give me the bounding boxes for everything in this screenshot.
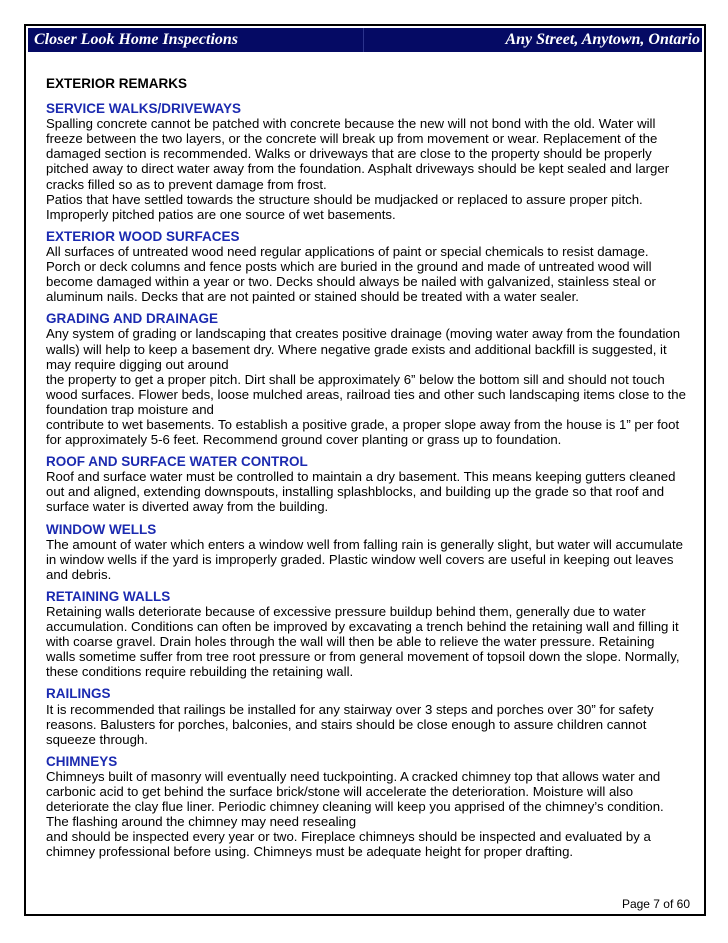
section-body: Any system of grading or landscaping that creates positive drainage (moving water away from the foundation walls) will help to keep a basement dry. Where negative grade exists and additional backfill is suggested, it may require digging out around the property to get a proper pitch. Dirt shall be approximately 6” below the bottom sill and should not touch wood surfaces. Flower beds, loose mulched areas, railroad ties and other such landscaping items close to the foundation trap moisture and contribute to wet basements. To establish a positive grade, a proper slope away from the house is 1” per foot for approximately 5-6 feet. Recommend ground cover planting or grass up to foundation. — [46, 326, 686, 448]
section-grading-drainage — [46, 311, 686, 447]
section-exterior-wood — [46, 229, 686, 304]
section-heading: RETAINING WALLS — [46, 588, 171, 604]
page-frame — [24, 24, 706, 916]
section-window-wells — [46, 522, 686, 582]
section-heading: EXTERIOR WOOD SURFACES — [46, 228, 240, 244]
section-retaining-walls — [46, 589, 686, 680]
section-body: The amount of water which enters a window well from falling rain is generally slight, but water will accumulate in window wells if the yard is improperly graded. Plastic window well covers are useful in keeping out leaves and debris. — [46, 536, 683, 582]
page-number: Page 7 of 60 — [621, 897, 690, 911]
section-heading: WINDOW WELLS — [46, 521, 157, 537]
section-body: Retaining walls deteriorate because of excessive pressure buildup behind them, generally due to water accumulation. Conditions can often be improved by excavating a trench behind the retaining wall and filling it with coarse gravel. Drain holes through the wall will then be able to relieve the water pressure. Retaining walls sometime suffer from tree root pressure or from general movement of topsoil down the slope. Normally, these conditions require rebuilding the retaining wall. — [46, 604, 680, 680]
document-title: EXTERIOR REMARKS — [46, 76, 188, 91]
section-body: Chimneys built of masonry will eventually need tuckpointing. A cracked chimney top that allows water and carbonic acid to get behind the surface brick/stone will accelerate the deterioration. Moisture will also deteriorate the clay flue liner. Periodic chimney cleaning will keep you apprised of the chimney’s condition. The flashing around the chimney may need resealing and should be inspected every year or two. Fireplace chimneys should be inspected and evaluated by a chimney professional before using. Chimneys must be adequate height for proper drafting. — [46, 768, 664, 860]
section-heading: GRADING AND DRAINAGE — [46, 311, 218, 327]
section-body: All surfaces of untreated wood need regular applications of paint or special chemicals to resist damage. Porch or deck columns and fence posts which are buried in the ground and made of untreated wood will become damaged within a year or two. Decks should always be nailed with galvanized, stainless steal or aluminum nails. Decks that are not painted or stained should be treated with a water sealer. — [46, 243, 656, 305]
company-name: Closer Look Home Inspections — [28, 28, 364, 52]
section-railings — [46, 686, 686, 746]
section-roof-water — [46, 454, 686, 514]
section-service-walks — [46, 101, 686, 222]
section-heading: ROOF AND SURFACE WATER CONTROL — [46, 454, 308, 470]
section-body: Roof and surface water must be controlled to maintain a dry basement. This means keeping gutters cleaned out and aligned, extending downspouts, installing splashblocks, and building up the grade so that roof and surface water is diverted away from the building. — [46, 469, 676, 515]
section-heading: SERVICE WALKS/DRIVEWAYS — [46, 101, 242, 117]
section-chimneys — [46, 754, 686, 860]
header-banner — [28, 28, 702, 52]
company-address: Any Street, Anytown, Ontario — [505, 31, 700, 48]
section-heading: CHIMNEYS — [46, 753, 118, 769]
document-body — [46, 76, 686, 867]
section-body: Spalling concrete cannot be patched with concrete because the new will not bond with the old. Water will freeze between the two layers, or the concrete will break up from movement or wear. Replacement of the damaged section is recommended. Walks or driveways that are close to the property should be properly pitched away to direct water away from the foundation. Asphalt driveways should be kept sealed and larger cracks filled so as to prevent damage from frost. Patios that have settled towards the structure should be mudjacked or replaced to assure proper pitch. Improperly pitched patios are one source of wet basements. — [46, 116, 670, 222]
section-heading: RAILINGS — [46, 686, 111, 702]
section-body: It is recommended that railings be installed for any stairway over 3 steps and porches over 30” for safety reasons. Balusters for porches, balconies, and stairs should be close enough to assure children cannot squeeze through. — [46, 701, 654, 747]
